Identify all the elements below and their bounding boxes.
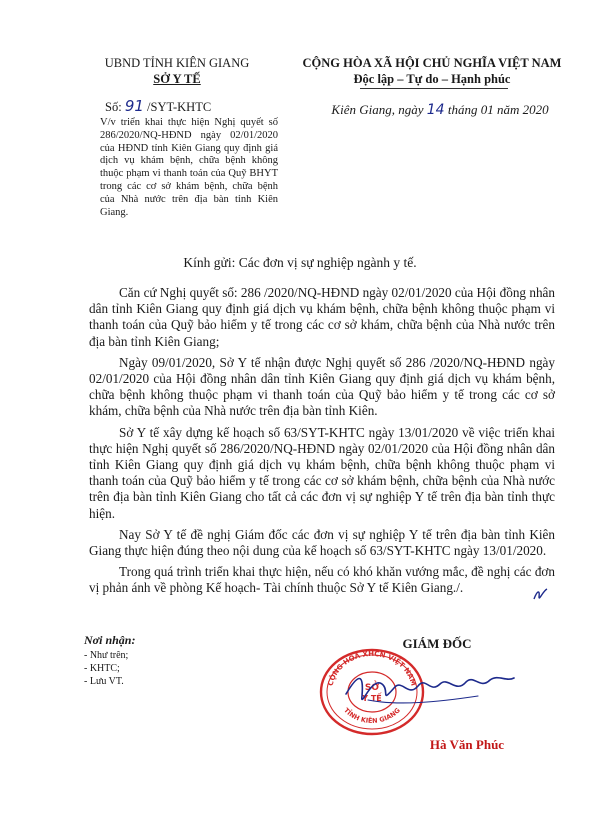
recipients-heading: Nơi nhận: (84, 633, 136, 647)
national-title: CỘNG HÒA XÃ HỘI CHỦ NGHĨA VIỆT NAM (302, 56, 562, 70)
body-paragraph: Căn cứ Nghị quyết số: 286 /2020/NQ-HĐND ngày 02/01/2020 của Hội đồng nhân dân tỉnh Kiên Giang quy định giá dịch vụ khám bệnh, chữa bệnh không thuộc phạm vi thanh toán của Quỹ bảo hiểm y tế trong các cơ sở khám, chữa bệnh của Nhà nước trên địa bàn tỉnh Kiên Giang; (89, 285, 555, 349)
letter-body (89, 285, 555, 602)
body-paragraph: Ngày 09/01/2020, Sở Y tế nhận được Nghị quyết số 286 /2020/NQ-HĐND ngày 02/01/2020 của Hội đồng nhân dân tỉnh Kiên Giang quy định giá dịch vụ khám bệnh, chữa bệnh không thuộc phạm vi thanh toán của Quỹ bảo hiểm y tế trong các cơ sở khám, chữa bệnh của Nhà nước trên địa bàn tỉnh Kiên. (89, 354, 555, 419)
recipients-block (84, 634, 234, 688)
day-handwritten: 14 (426, 102, 445, 118)
place-and-date (290, 102, 590, 118)
body-paragraph: Sở Y tế xây dựng kế hoạch số 63/SYT-KHTC ngày 13/01/2020 về việc triển khai thực hiện Nghị quyết số 286/2020/NQ-HĐND ngày 02/01/2020 của Hội đồng nhân dân tỉnh Kiên Giang quy định giá dịch vụ khám bệnh, chữa bệnh không thuộc phạm vi thanh toán của Quỹ bảo hiểm y tế trong các cơ sở khám bệnh, chữa bệnh của Nhà nước trên địa bàn tỉnh Kiên Giang cho tất cả các đơn vị sự nghiệp Y tế trên địa bàn tỉnh thực hiện. (89, 424, 555, 521)
signer-title: GIÁM ĐỐC (402, 636, 472, 651)
body-paragraph: Trong quá trình triển khai thực hiện, nếu có khó khăn vướng mắc, đề nghị các đơn vị phản ánh về phòng Kế hoạch- Tài chính thuộc Sở Y tế Kiên Giang./. (89, 564, 555, 596)
addressee-line: Kính gửi: Các đơn vị sự nghiệp ngành y tế. (183, 255, 417, 270)
seal-center-line2: Y TẾ (362, 694, 382, 703)
body-paragraph: Nay Sở Y tế đề nghị Giám đốc các đơn vị sự nghiệp Y tế trên địa bàn tỉnh Kiên Giang thực hiện đúng theo nội dung của kế hoạch số 63/SYT-KHTC ngày 13/01/2020. (89, 526, 555, 559)
department-name: SỞ Y TẾ (153, 72, 201, 86)
place-label: Kiên Giang, ngày (331, 102, 424, 117)
issuing-agency-header (82, 55, 272, 87)
recipient-item: - Như trên; (84, 650, 129, 661)
doc-number-handwritten: 91 (124, 97, 144, 115)
national-motto: Độc lập – Tự do – Hạnh phúc (353, 72, 511, 86)
doc-number-suffix: /SYT-KHTC (147, 100, 212, 114)
month-year: tháng 01 năm 2020 (447, 102, 549, 117)
motto-underline (360, 88, 508, 89)
signer-name: Hà Văn Phúc (429, 737, 505, 752)
handwritten-signature (338, 660, 518, 720)
doc-number-prefix: Số: (105, 100, 122, 114)
agency-name: UBND TỈNH KIÊN GIANG (104, 56, 250, 70)
document-number (105, 97, 211, 115)
national-header (282, 55, 582, 87)
seal-center-line1: SỞ (364, 683, 380, 693)
initials-mark (531, 585, 551, 605)
recipient-item: - KHTC; (84, 663, 120, 674)
seal-ring-text: CỘNG HÒA XHCN VIỆT NAM (326, 649, 418, 687)
recipient-item: - Lưu VT. (84, 676, 124, 687)
seal-bottom-text: TỈNH KIÊN GIANG (342, 706, 402, 725)
subject-line: V/v triển khai thực hiện Nghị quyết số 286/2020/NQ-HĐND ngày 02/01/2020 của HĐND tỉnh Kiên Giang quy định giá dịch vụ khám bệnh, chữa bệnh không thuộc phạm vi thanh toán của Quỹ BHYT trong các cơ sở khám bệnh, chữa bệnh của Nhà nước trên địa bàn tỉnh Kiên Giang. (100, 117, 278, 218)
